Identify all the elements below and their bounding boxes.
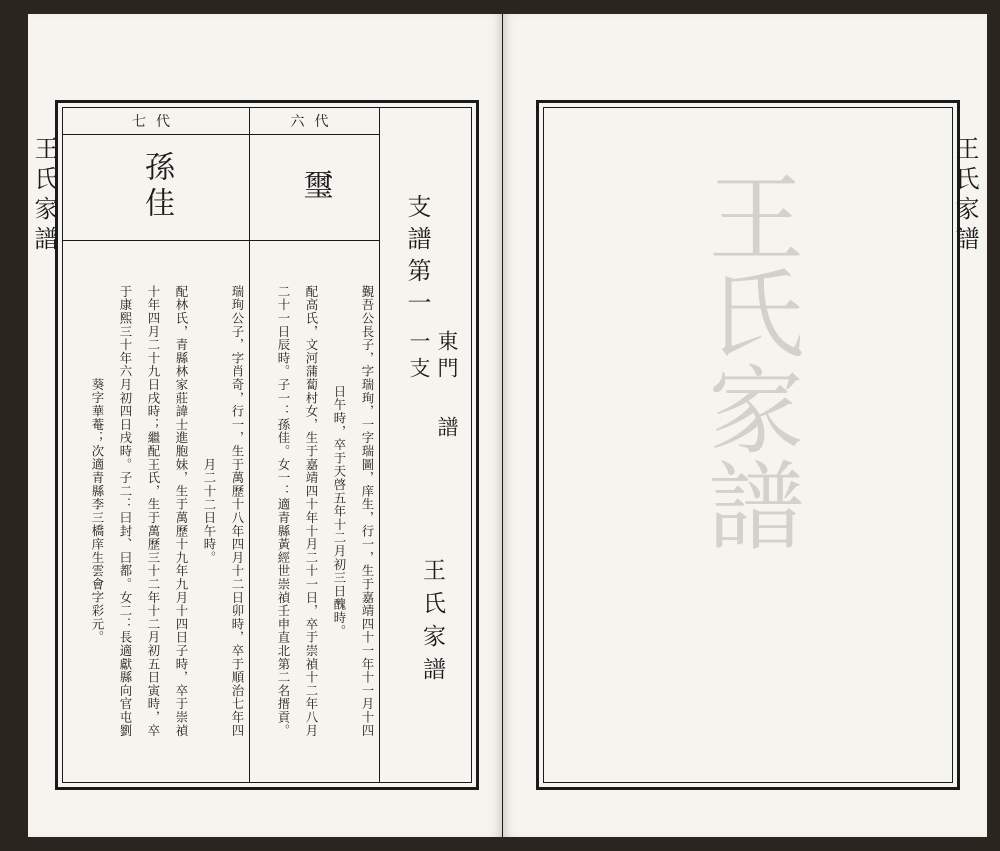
- section-title-column: [380, 108, 471, 782]
- biography-text: [63, 248, 249, 774]
- generation-name-cell: [250, 134, 379, 241]
- generation-name-cell: [63, 134, 249, 241]
- cover-frame: [536, 100, 960, 790]
- biography-line: 配高氏，文河蒲蔔村女，生于嘉靖四十年十月二十一日，卒于崇禎十二年八月: [304, 284, 319, 738]
- book-title: 王氏家譜: [419, 558, 445, 690]
- branch-name: 東門: [435, 330, 459, 384]
- generation-column-seventh: [63, 108, 250, 782]
- biography-line: 于康熙三十年六月初四日戌時。子二：曰封、曰都。女二：長適獻縣向官屯劉: [118, 284, 133, 738]
- genealogy-table: [62, 107, 472, 783]
- right-margin-title: 王氏家譜: [951, 136, 979, 256]
- biography-line: 葵字華菴；次適青縣李三橋庠生雲會字彩元。: [90, 378, 105, 644]
- genealogy-table-frame: [55, 100, 479, 790]
- generation-heading: 七代: [63, 108, 249, 135]
- biography-line: 二十一日辰時。子一：孫佳。女一：適青縣黃經世崇禎壬申直北第二名搢貢。: [276, 284, 291, 738]
- show-through-cover-title: 王氏家譜: [692, 168, 805, 552]
- biography-line: 月二十二日午時。: [202, 457, 217, 565]
- biography-text: [250, 248, 379, 774]
- left-page: [28, 14, 502, 837]
- branch-pu-label: 譜: [435, 416, 459, 437]
- branch-sub-name: 一支: [407, 330, 431, 384]
- biography-line: 十年四月二十九日戌時；繼配王氏，生于萬歷三十二年十二月初五日寅時，卒: [146, 284, 161, 738]
- right-page: [503, 14, 987, 837]
- left-margin-title: 王氏家譜: [30, 136, 58, 256]
- biography-line: 配林氏，青縣林家莊諱士進胞妹，生于萬歷十九年九月十四日子時，卒于崇禎: [174, 284, 189, 738]
- member-name: 孫佳: [139, 151, 174, 223]
- section-title: 支譜第一: [403, 194, 431, 322]
- biography-line: 日午時，卒于天啓五年十二月初三日醜時。: [332, 384, 347, 638]
- biography-line: 覲吾公長子，字瑞珣，一字瑞圖，庠生，行一，生于嘉靖四十一年十一月十四: [360, 284, 375, 738]
- cover-panel: [543, 107, 953, 783]
- generation-heading: 六代: [250, 108, 379, 135]
- member-name: 璽: [297, 169, 333, 205]
- biography-line: 瑞珣公子，字肖奇，行一，生于萬歷十八年四月十二日卯時，卒于順治七年四: [230, 284, 245, 738]
- generation-column-sixth: [250, 108, 380, 782]
